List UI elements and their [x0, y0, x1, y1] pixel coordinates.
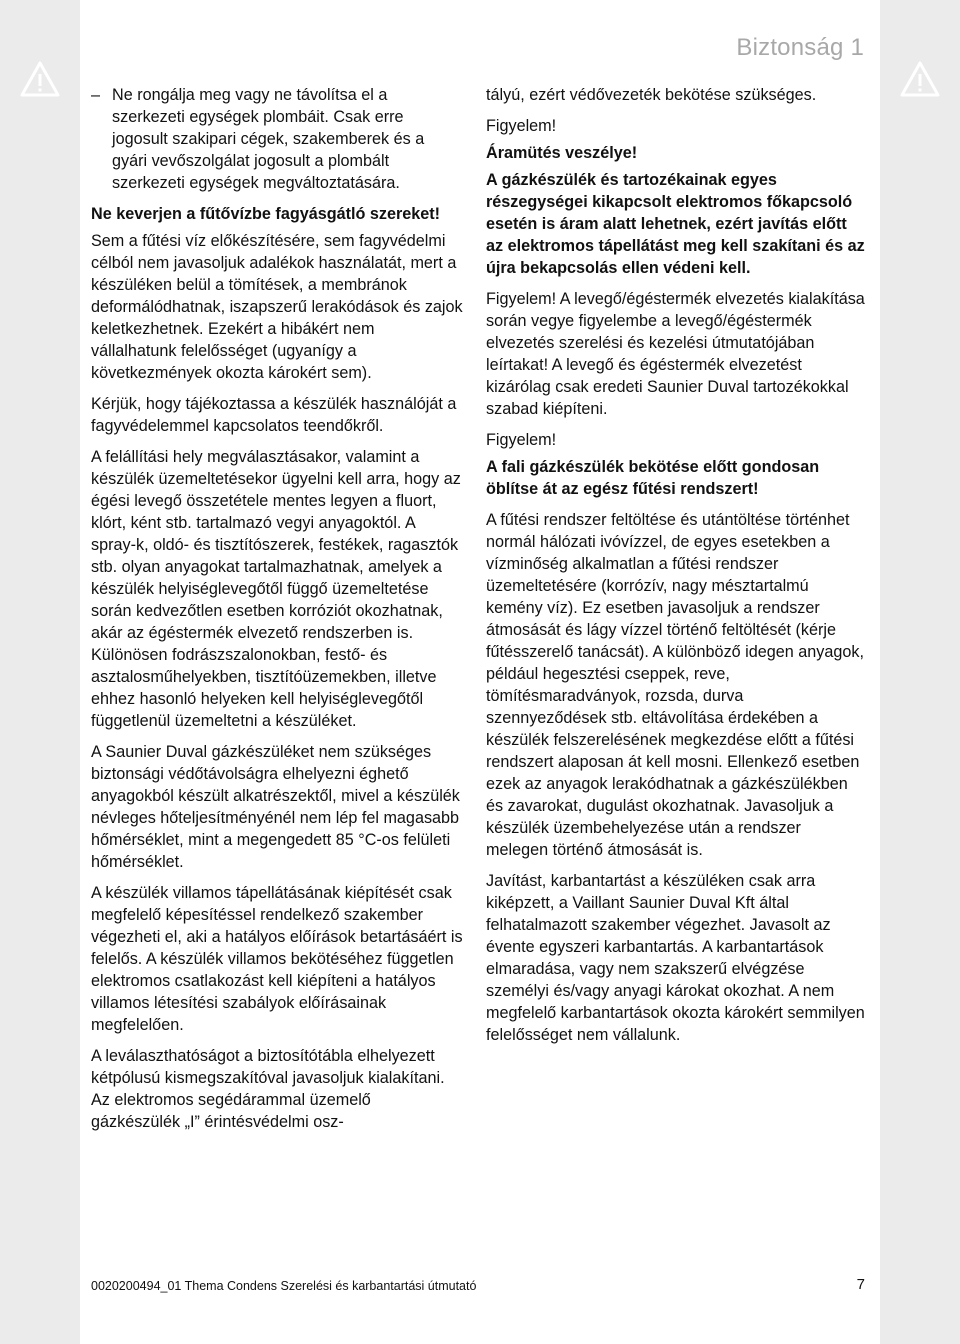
paragraph-safety-distance: A Saunier Duval gázkészüléket nem szükséges biztonsági védőtávolságra elhelyezni éghető anyagokból készült alkatrészektől, mivel a készülék névleges hőteljesítményénél nem lép fel magasabb hőmérséklet, mint a megengedett 85 °C-os felületi hőmérséklet. — [91, 743, 460, 871]
footer-document-reference: 0020200494_01 Thema Condens Szerelési és karbantartási útmutató — [91, 1279, 477, 1293]
section-title: Biztonság 1 — [736, 34, 864, 61]
list-item — [91, 84, 463, 194]
attention-label: Figyelem! — [486, 117, 557, 135]
paragraph-repair: Javítást, karbantartást a készüléken csak arra kiképzett, a Vaillant Saunier Duval Kft által felhatalmazott szakember végezhet. Javasolt az évente egyszeri karbantartás. A karbantartások elmaradása, vagy nem szakszerű elvégzése személyi és/vagy anyagi károkat okozhat. A nem megfelelő karbantartások okozta károkért semmilyen felelősséget nem vállalunk. — [486, 872, 865, 1044]
paragraph-breaker: A leválaszthatóságot a biztosítótábla elhelyezett kétpólusú kismegszakítóval javasoljuk kialakítani. Az elektromos segédárammal üzemelő gázkészülék „I” érintésvédelmi osz- — [91, 1047, 445, 1131]
attention-label: Figyelem! — [486, 290, 557, 308]
flush-heading: A fali gázkészülék bekötése előtt gondosan öblítse át az egész fűtési rendszert! — [486, 458, 820, 498]
paragraph-electrical: A készülék villamos tápellátásának kiépítését csak megfelelő képesítéssel rendelkező szakember végezheti el, aki a hatályos előírások betartásáért is felelős. A készülék villamos bekötéséhez független elektromos csatlakozást kell kiépíteni a hatályos villamos létesítési szabályok előírásainak megfelelően. — [91, 884, 463, 1034]
left-column — [91, 84, 463, 1142]
attention-label: Figyelem! — [486, 431, 557, 449]
warning-triangle-icon — [19, 60, 61, 98]
paragraph-flue — [486, 288, 866, 420]
warning-triangle-icon — [899, 60, 941, 98]
right-margin-bar — [880, 0, 960, 1344]
paragraph-filling: A fűtési rendszer feltöltése és utántöltése történhet normál hálózati ivóvízzel, de egyes esetekben a vízminőség alkalmatlan a fűtési rendszer üzemeltetésére (korrózív, nagy mésztartalmú kemény víz). Ez esetben javasoljuk a rendszer átmosását és lágy vízzel történő feltöltését (kérje fűtésszerelő tanácsát). A különböző idegen anyagok, például hegesztési cseppek, reve, tömítésmaradványok, rozsda, durva szennyeződések stb. eltávolítása érdekében a készülék felszerelésének megkezdése előtt a fűtési rendszert alaposan át kell mosni. Ellenkező esetben ezek az anyagok lerakódhatnak a gázkészülékben és zavarokat, dugulást okozhatnak. Javasoljuk a készülék üzembehelyezése után a rendszer melegen történő átmosását is. — [486, 511, 864, 859]
shock-heading: Áramütés veszélye! — [486, 144, 638, 162]
paragraph-protective-conductor: tályú, ezért védővezeték bekötése szükséges. — [486, 86, 817, 104]
paragraph-additives: Sem a fűtési víz előkészítésére, sem fagyvédelmi célból nem javasoljuk adalékok használatát, mert a készüléken belül a tömítések, a membránok deformálódhatnak, iszapszerű lerakódások és zajok keletkezhetnek. Ezekért a hibákért nem vállalhatunk felelősséget (ugyanígy a következmények okozta károkért sem). — [91, 232, 463, 382]
list-dash: – — [91, 86, 101, 104]
left-margin-bar — [0, 0, 80, 1344]
flue-text: A levegő/égéstermék elvezetés kialakítása során vegye figyelembe a levegő/égéstermék elvezetés szerelési és kezelési útmutatójában leírtakat! A levegő és égéstermék elvezetést kizárólag csak eredeti Saunier Duval tartozékokkal szabad kiépíteni. — [486, 290, 865, 418]
antifreeze-heading: Ne keverjen a fűtővízbe fagyásgátló szereket! — [91, 205, 441, 223]
page-number: 7 — [856, 1276, 865, 1293]
paragraph-installation-air: A felállítási hely megválasztásakor, valamint a készülék üzemeltetésekor ügyelni kell arra, hogy az égési levegő összetétele mentes legyen a fluort, klórt, ként stb. tartalmazó vegyi anyagoktól. A spray-k, oldó- és tisztítószerek, festékek, ragasztók stb. olyan anyagokat tartalmazhatnak, amelyek a készülék helyiséglevegőtől függő üzemeltetése során kedvezőtlen esetben korróziót okozhatnak, akár az égéstermék elvezető rendszerben is. Különösen fodrászszalonokban, festő- és asztalosműhelyekben, tisztítóüzemekben, illetve ehhez hasonló helyeken kell helyiséglevegőtől függetlenül üzemeltetni a készüléket. — [91, 448, 461, 730]
shock-warning-text: A gázkészülék és tartozékainak egyes részegységei kikapcsolt elektromos főkapcsoló esetén is áram alatt lehetnek, ezért javítás előtt az elektromos tápellátást meg kell szakítani és az újra bekapcsolás ellen védeni kell. — [486, 171, 865, 277]
list-item-text: Ne rongálja meg vagy ne távolítsa el a szerkezeti egységek plombáit. Csak erre jogosult szakipari cégek, szakemberek és a gyári vevőszolgálat jogosult a plombált szerkezeti egységek megváltoztatására. — [112, 86, 425, 192]
right-column — [486, 84, 866, 1055]
paragraph-frost-info: Kérjük, hogy tájékoztassa a készülék használóját a fagyvédelemmel kapcsolatos teendőkről. — [91, 395, 457, 435]
